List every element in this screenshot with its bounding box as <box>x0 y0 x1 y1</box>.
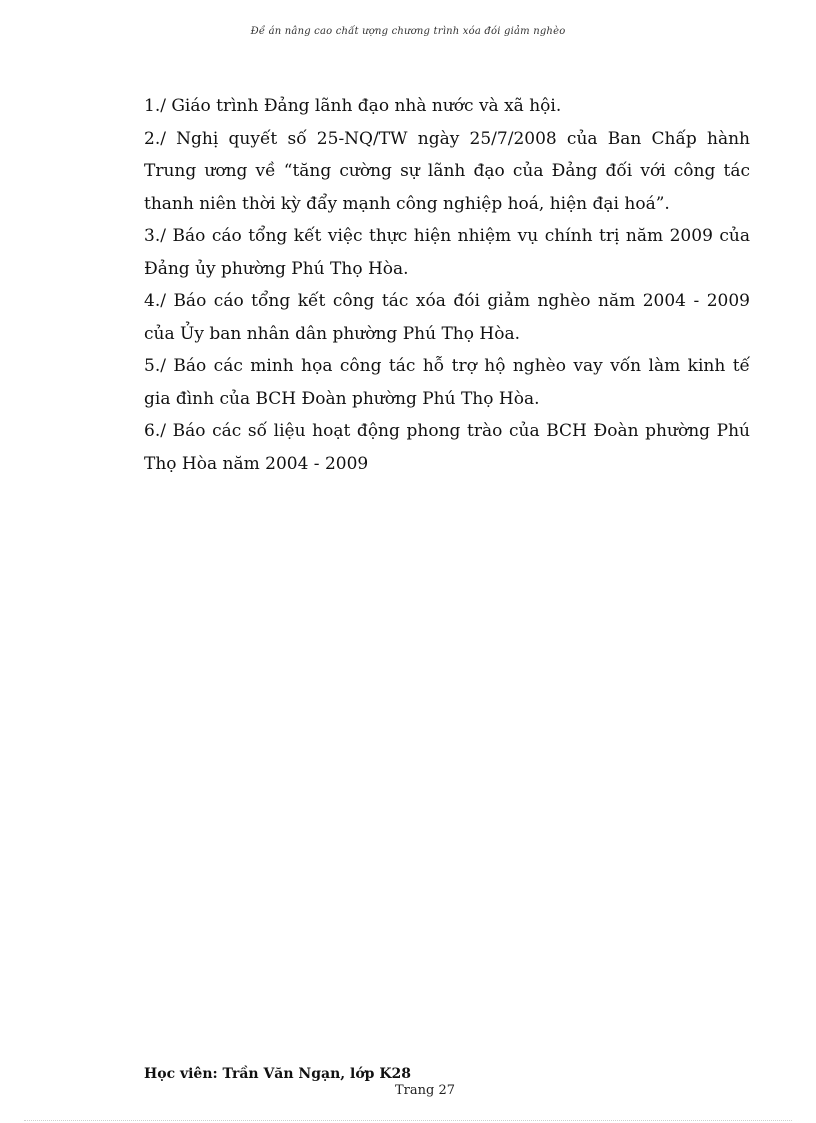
page-number: Trang 27 <box>394 1083 455 1098</box>
reference-item-1: 1./ Giáo trình Đảng lãnh đạo nhà nước và xã hội. <box>144 96 562 116</box>
reference-item-2: 2./ Nghị quyết số 25-NQ/TW ngày 25/7/2008 của Ban Chấp hành Trung ương về “tăng cường sự lãnh đạo của Đảng đối với công tác thanh niên thời kỳ đẩy mạnh công nghiệp hoá, hiện đại hoá”. <box>144 128 750 214</box>
footer-author: Học viên: Trần Văn Ngạn, lớp K28 <box>144 1066 411 1082</box>
page-divider <box>24 1120 792 1121</box>
reference-item-3: 3./ Báo cáo tổng kết việc thực hiện nhiệm vụ chính trị năm 2009 của Đảng ủy phường Phú Thọ Hòa. <box>144 226 750 279</box>
running-header: Đề án nâng cao chất ượng chương trình xóa đói giảm nghèo <box>250 26 566 37</box>
reference-item-5: 5./ Báo các minh họa công tác hỗ trợ hộ nghèo vay vốn làm kinh tế gia đình của BCH Đoàn phường Phú Thọ Hòa. <box>144 356 750 409</box>
reference-list <box>144 90 750 480</box>
reference-item-4: 4./ Báo cáo tổng kết công tác xóa đói giảm nghèo năm 2004 - 2009 của Ủy ban nhân dân phường Phú Thọ Hòa. <box>144 291 750 344</box>
reference-item-6: 6./ Báo các số liệu hoạt động phong trào của BCH Đoàn phường Phú Thọ Hòa năm 2004 - 2009 <box>144 421 750 474</box>
